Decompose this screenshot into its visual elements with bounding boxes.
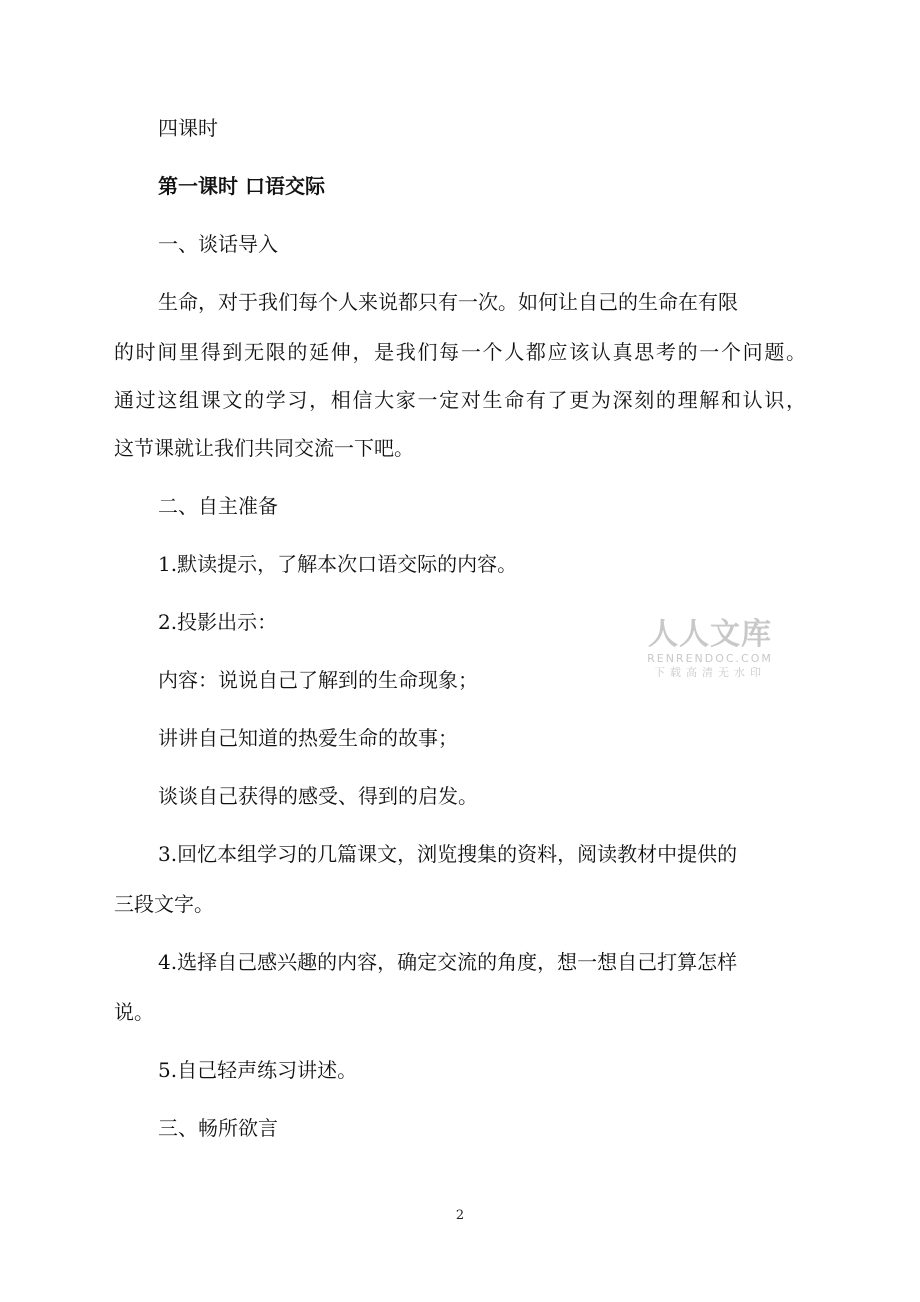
- watermark-title: 人人文库: [648, 617, 772, 652]
- list-item: 1.默读提示，了解本次口语交际的内容。: [158, 552, 518, 576]
- section-heading: 第一课时 口语交际: [158, 174, 325, 198]
- subheading-preparation: 二、自主准备: [158, 494, 278, 518]
- watermark-logo: [640, 618, 780, 680]
- paragraph-line: 生命，对于我们每个人来说都只有一次。如何让自己的生命在有限: [158, 290, 738, 314]
- list-item: 2.投影出示：: [158, 610, 278, 634]
- paragraph-line: 这节课就让我们共同交流一下吧。: [114, 436, 414, 460]
- text-line-course-hours: 四课时: [158, 116, 218, 140]
- watermark-domain: RENRENDOC.COM: [647, 652, 773, 665]
- content-line: 内容：说说自己了解到的生命现象；: [158, 668, 478, 692]
- paragraph-line: 通过这组课文的学习，相信大家一定对生命有了更为深刻的理解和认识，: [114, 388, 806, 412]
- content-line: 谈谈自己获得的感受、得到的启发。: [158, 784, 478, 808]
- list-item-continuation: 说。: [114, 1000, 154, 1024]
- paragraph-line: 的时间里得到无限的延伸，是我们每一个人都应该认真思考的一个问题。: [114, 340, 806, 364]
- list-item: 5.自己轻声练习讲述。: [158, 1058, 358, 1082]
- list-item: 4.选择自己感兴趣的内容，确定交流的角度，想一想自己打算怎样: [158, 950, 738, 974]
- list-item-continuation: 三段文字。: [114, 892, 214, 916]
- list-item: 3.回忆本组学习的几篇课文，浏览搜集的资料，阅读教材中提供的: [158, 842, 738, 866]
- watermark-subtitle: 下载高清无水印: [654, 666, 766, 679]
- subheading-intro: 一、谈话导入: [158, 232, 278, 256]
- content-line: 讲讲自己知道的热爱生命的故事；: [158, 726, 458, 750]
- subheading-discussion: 三、畅所欲言: [158, 1116, 278, 1140]
- page-number: 2: [455, 1208, 465, 1223]
